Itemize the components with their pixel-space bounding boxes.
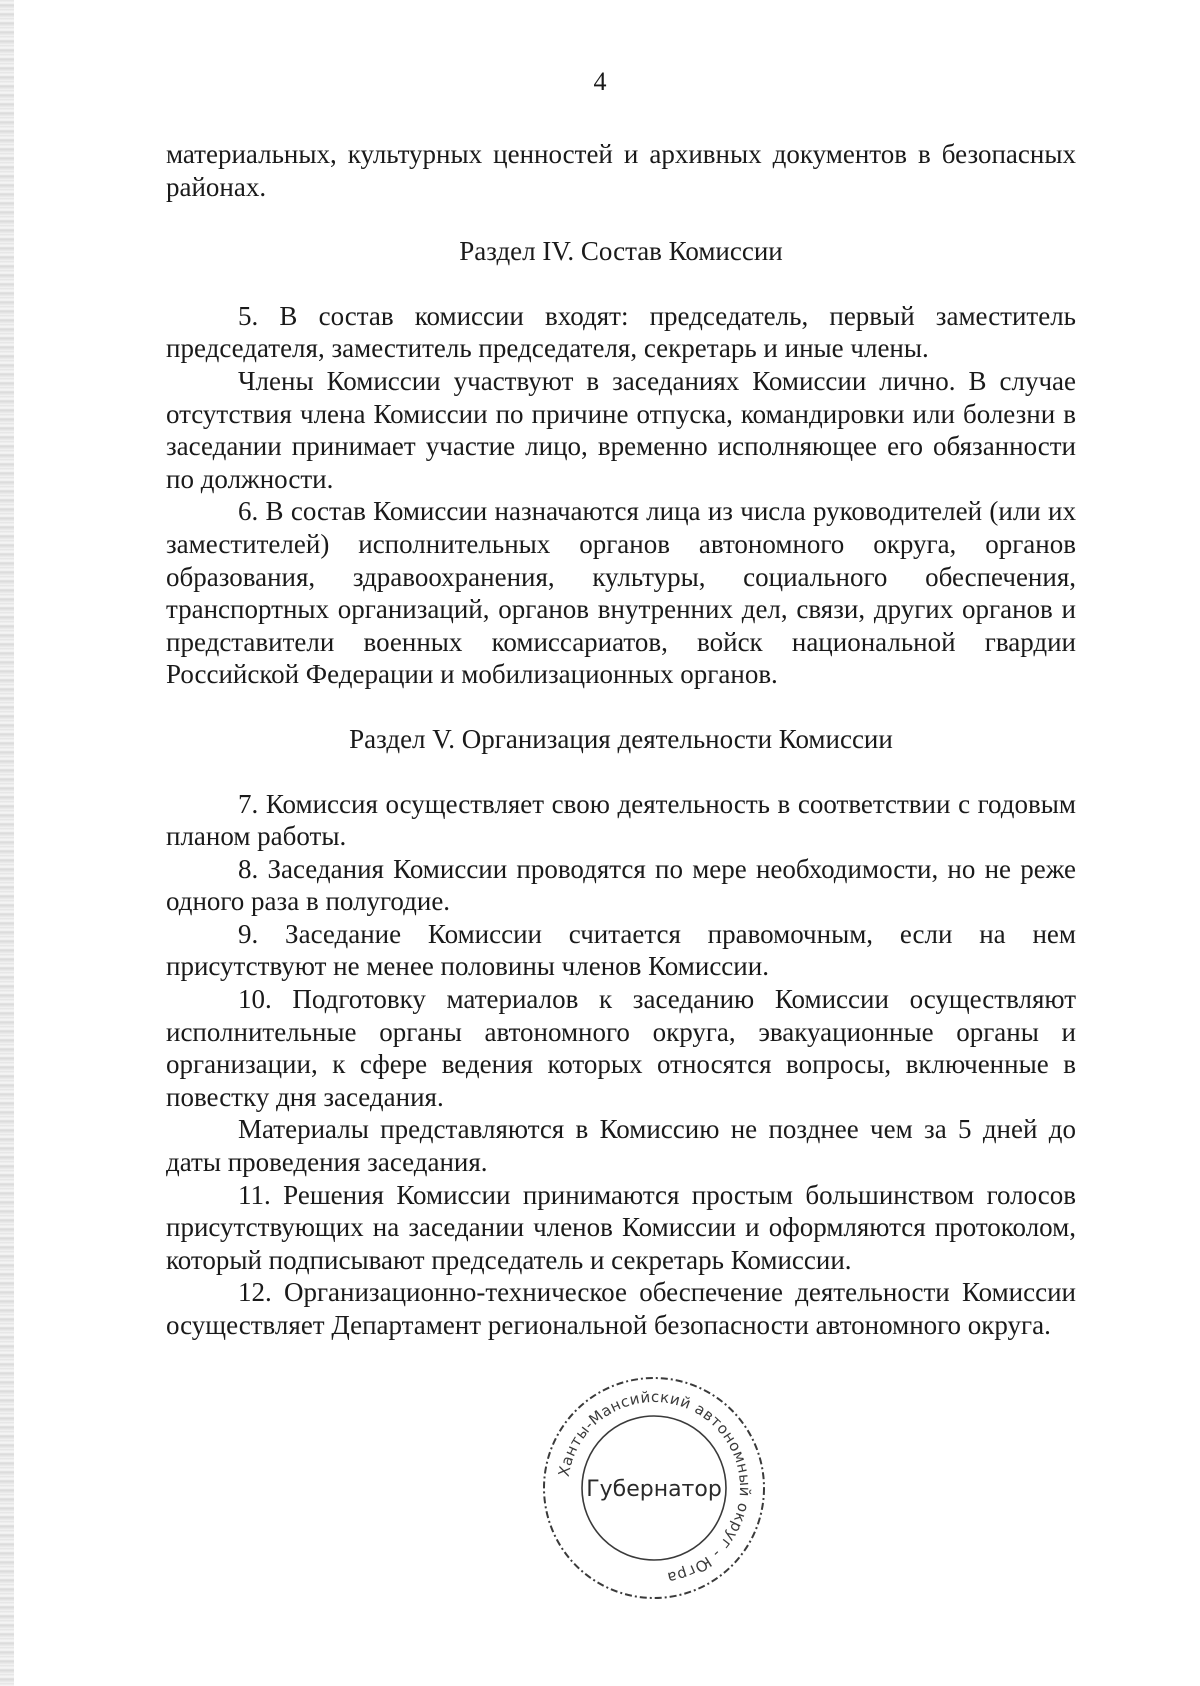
paragraph-5: 5. В состав комиссии входят: председатель, первый заместитель председателя, заместитель председателя, секретарь и иные члены.: [166, 300, 1076, 364]
paragraph-5-members: Члены Комиссии участвуют в заседаниях Комиссии лично. В случае отсутствия члена Комиссии по причине отпуска, командировки или болезни в заседании принимает участие лицо, временно исполняющее его обязанности по должности.: [166, 365, 1076, 494]
stamp-ring-text: Ханты-Мансийский автономный округ - Югра: [554, 1387, 755, 1587]
paragraph-7: 7. Комиссия осуществляет свою деятельность в соответствии с годовым планом работы.: [166, 788, 1076, 852]
official-stamp: [538, 1372, 770, 1604]
section-4-heading: Раздел IV. Состав Комиссии: [459, 236, 783, 267]
paragraph-6: 6. В состав Комиссии назначаются лица из числа руководителей (или их заместителей) исполнительных органов автономного округа, органов образования, здравоохранения, культуры, социального обеспечения, транспортных организаций, органов внутренних дел, связи, других органов и представители военных комиссариатов, войск национальной гвардии Российской Федерации и мобилизационных органов.: [166, 496, 1076, 690]
document-body: [166, 138, 1076, 1342]
paragraph-9: 9. Заседание Комиссии считается правомочным, если на нем присутствуют не менее половины членов Комиссии.: [166, 918, 1076, 982]
page-number: 4: [593, 67, 607, 96]
paragraph-8: 8. Заседания Комиссии проводятся по мере необходимости, но не реже одного раза в полугодие.: [166, 853, 1076, 917]
paragraph-10: 10. Подготовку материалов к заседанию Комиссии осуществляют исполнительные органы автономного округа, эвакуационные органы и организации, к сфере ведения которых относятся вопросы, включенные в повестку дня заседания.: [166, 984, 1076, 1112]
section-5-heading: Раздел V. Организация деятельности Комиссии: [349, 723, 893, 754]
lead-paragraph: материальных, культурных ценностей и архивных документов в безопасных районах.: [166, 139, 1076, 202]
scan-edge-artifact: [0, 0, 14, 1686]
paragraph-12: 12. Организационно-техническое обеспечение деятельности Комиссии осуществляет Департамент региональной безопасности автономного округа.: [166, 1277, 1076, 1340]
paragraph-10-materials: Материалы представляются в Комиссию не позднее чем за 5 дней до даты проведения заседания.: [166, 1114, 1076, 1178]
stamp-seal-graphic: [538, 1372, 770, 1604]
stamp-center-text: Губернатор: [586, 1477, 722, 1502]
paragraph-11: 11. Решения Комиссии принимаются простым большинством голосов присутствующих на заседании членов Комиссии и оформляются протоколом, который подписывают председатель и секретарь Комиссии.: [166, 1179, 1076, 1275]
